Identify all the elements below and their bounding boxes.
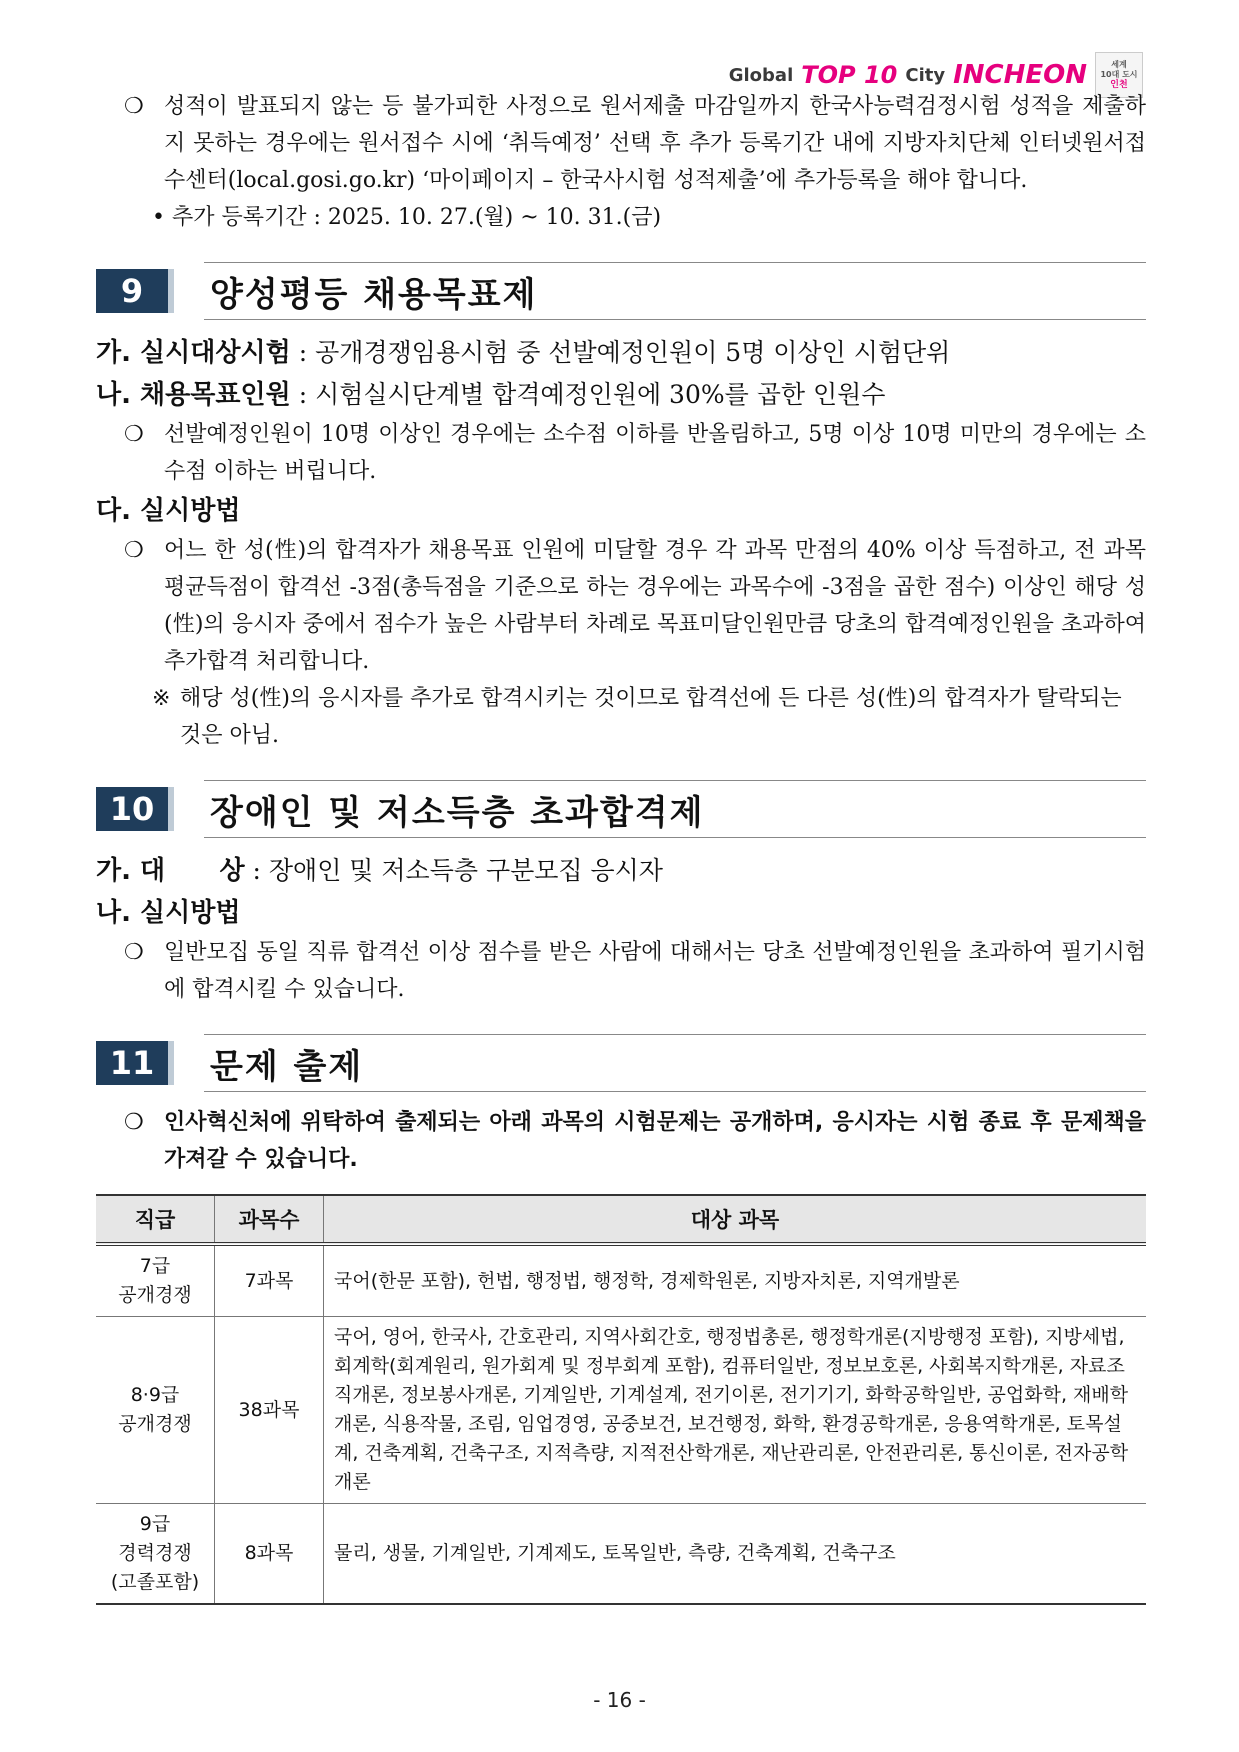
sec9-c-bullet <box>96 532 1146 680</box>
note-text: 해당 성(性)의 응시자를 추가로 합격시키는 것이므로 합격선에 든 다른 성(性)의 합격자가 탈락되는 것은 아님. <box>180 686 1122 748</box>
intro-bullet <box>96 88 1146 199</box>
section-10-heading <box>96 774 1146 844</box>
grade-cell: 8·9급 공개경쟁 <box>96 1317 215 1504</box>
sec11-bullet <box>96 1104 1146 1178</box>
circle-bullet-icon: ❍ <box>124 538 144 563</box>
item-heading: 가. 대 상 <box>96 856 245 886</box>
table-row <box>96 1317 1146 1504</box>
logo-global: Global <box>728 64 794 86</box>
reference-mark-icon: ※ <box>152 686 171 711</box>
sec10-item-a <box>96 850 1146 892</box>
column-header: 직급 <box>96 1195 215 1244</box>
logo-city: City <box>905 64 946 86</box>
subjects-table <box>96 1194 1146 1605</box>
subjects-cell: 국어, 영어, 한국사, 간호관리, 지역사회간호, 행정법총론, 행정학개론(지방행정 포함), 지방세법, 회계학(회계원리, 원가회계 및 정부회계 포함), 컴퓨터일반, 정보보호론, 사회복지학개론, 자료조직개론, 정보봉사개론, 기계일반, 기계설계, 전기이론, 전기기기, 화학공학일반, 공업화학, 재배학개론, 식용작물, 조림, 임업경영, 공중보건, 보건행정, 화학, 환경공학개론, 응용역학개론, 토목설계, 건축계획, 건축구조, 지적측량, 지적전산학개론, 재난관리론, 안전관리론, 통신이론, 전자공학개론 <box>324 1317 1147 1504</box>
intro-sub: • 추가 등록기간 : 2025. 10. 27.(월) ~ 10. 31.(금) <box>152 205 662 230</box>
circle-bullet-icon: ❍ <box>124 940 144 965</box>
item-heading: 나. 실시방법 <box>96 898 241 928</box>
sec9-item-c <box>96 490 1146 532</box>
bullet-text: 인사혁신처에 위탁하여 출제되는 아래 과목의 시험문제는 공개하며, 응시자는 시험 종료 후 문제책을 가져갈 수 있습니다. <box>164 1110 1146 1172</box>
section-title: 문제 출제 <box>204 1034 1146 1092</box>
item-heading: 다. 실시방법 <box>96 496 241 526</box>
item-text: : 공개경쟁임용시험 중 선발예정인원이 5명 이상인 시험단위 <box>290 338 951 367</box>
count-cell: 38과목 <box>215 1317 324 1504</box>
section-number: 10 <box>96 787 174 831</box>
logo-top10: TOP 10 <box>801 61 898 89</box>
sec9-item-b <box>96 374 1146 416</box>
section-9-heading <box>96 256 1146 326</box>
column-header: 과목수 <box>215 1195 324 1244</box>
circle-bullet-icon: ❍ <box>124 94 144 119</box>
subjects-cell: 물리, 생물, 기계일반, 기계제도, 토목일반, 측량, 건축계획, 건축구조 <box>324 1504 1147 1605</box>
item-text: : 시험실시단계별 합격예정인원에 30%를 곱한 인원수 <box>290 380 886 409</box>
bullet-text: 일반모집 동일 직류 합격선 이상 점수를 받은 사람에 대해서는 당초 선발예정인원을 초과하여 필기시험에 합격시킬 수 있습니다. <box>164 940 1146 1002</box>
subjects-cell: 국어(한문 포함), 헌법, 행정법, 행정학, 경제학원론, 지방자치론, 지역개발론 <box>324 1244 1147 1317</box>
intro-text: 성적이 발표되지 않는 등 불가피한 사정으로 원서제출 마감일까지 한국사능력검정시험 성적을 제출하지 못하는 경우에는 원서접수 시에 ‘취득예정’ 선택 후 추가 등록기간 내에 지방자치단체 인터넷원서접수센터(local.gosi.go.kr) ‘마이페이지 – 한국사시험 성적제출’에 추가등록을 해야 합니다. <box>164 94 1146 193</box>
count-cell: 7과목 <box>215 1244 324 1317</box>
column-header: 대상 과목 <box>324 1195 1147 1244</box>
grade-cell: 7급 공개경쟁 <box>96 1244 215 1317</box>
logo-incheon: INCHEON <box>953 60 1087 90</box>
sec9-b-bullet <box>96 416 1146 490</box>
badge-line2: 10대 도시 <box>1100 70 1138 79</box>
section-number: 9 <box>96 269 174 313</box>
section-11-heading <box>96 1028 1146 1098</box>
item-heading: 가. 실시대상시험 <box>96 338 291 368</box>
sec10-b-bullet <box>96 934 1146 1008</box>
badge-line1: 세계 <box>1111 60 1127 69</box>
table-header-row <box>96 1195 1146 1244</box>
sec10-item-b <box>96 892 1146 934</box>
item-text: : 장애인 및 저소득층 구분모집 응시자 <box>244 856 663 885</box>
sec9-note <box>96 680 1146 754</box>
badge-line3: 인천 <box>1110 80 1128 90</box>
page-number: - 16 - <box>593 1688 646 1712</box>
circle-bullet-icon: ❍ <box>124 1110 144 1135</box>
bullet-text: 어느 한 성(性)의 합격자가 채용목표 인원에 미달할 경우 각 과목 만점의 40% 이상 득점하고, 전 과목 평균득점이 합격선 -3점(총득점을 기준으로 하는 경우에는 과목수에 -3점을 곱한 점수) 이상인 해당 성(性)의 응시자 중에서 점수가 높은 사람부터 차례로 목표미달인원만큼 당초의 합격예정인원을 초과하여 추가합격 처리합니다. <box>164 538 1146 674</box>
table-row <box>96 1244 1146 1317</box>
grade-cell: 9급 경력경쟁 (고졸포함) <box>96 1504 215 1605</box>
item-heading: 나. 채용목표인원 <box>96 380 291 410</box>
count-cell: 8과목 <box>215 1504 324 1605</box>
table-row <box>96 1504 1146 1605</box>
sec9-item-a <box>96 332 1146 374</box>
bullet-text: 선발예정인원이 10명 이상인 경우에는 소수점 이하를 반올림하고, 5명 이상 10명 미만의 경우에는 소수점 이하는 버립니다. <box>164 422 1146 484</box>
section-title: 양성평등 채용목표제 <box>204 262 1146 320</box>
document-body <box>96 88 1146 1605</box>
section-number: 11 <box>96 1041 174 1085</box>
section-title: 장애인 및 저소득층 초과합격제 <box>204 780 1146 838</box>
circle-bullet-icon: ❍ <box>124 422 144 447</box>
